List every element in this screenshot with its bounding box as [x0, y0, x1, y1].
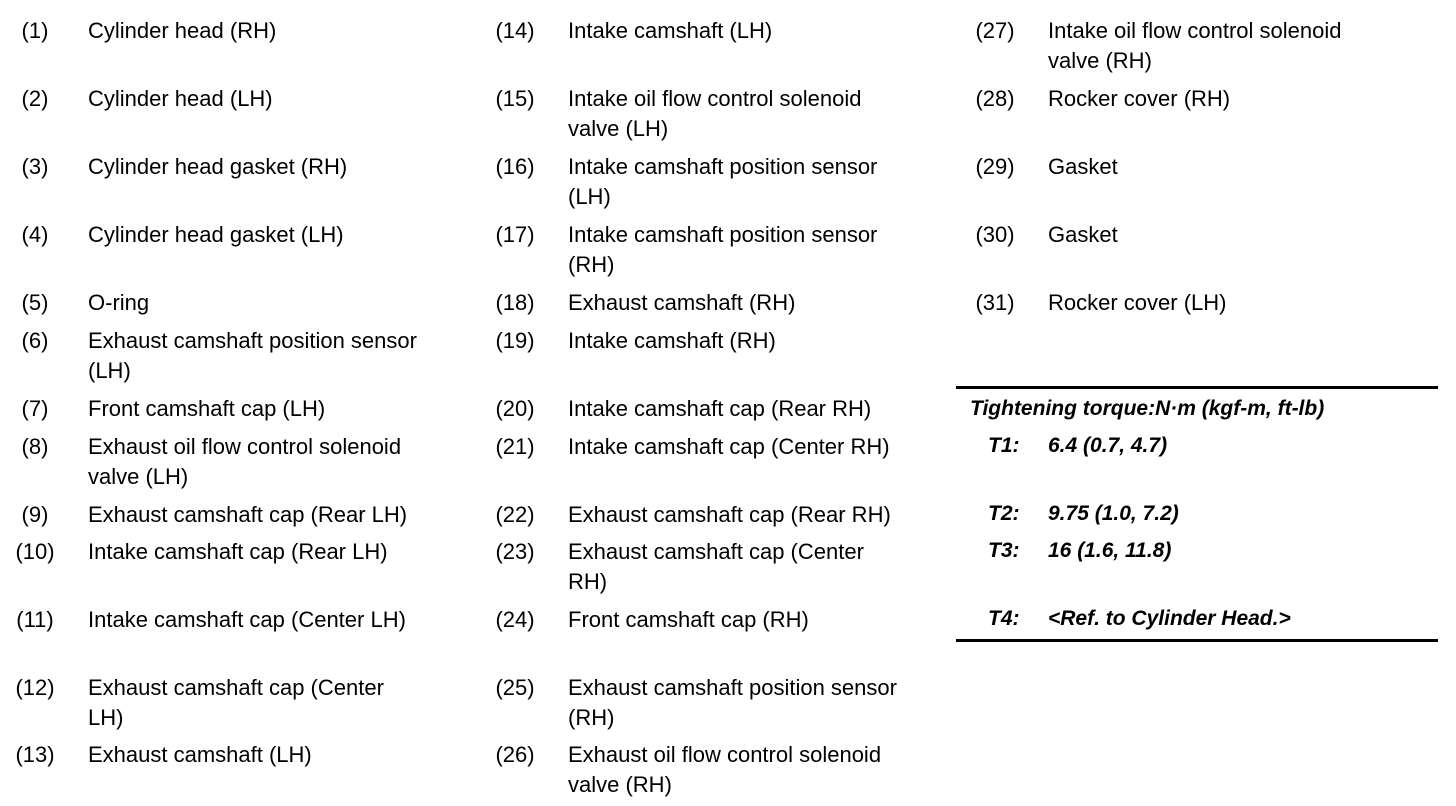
part-number: (22) [495, 502, 535, 527]
part-description: Exhaust camshaft cap (Center [568, 539, 864, 564]
part-description: Intake camshaft position sensor [568, 222, 878, 247]
part-number: (5) [21, 290, 49, 315]
part-number: (3) [21, 154, 49, 179]
part-description: Cylinder head gasket (RH) [88, 154, 348, 179]
part-number: (23) [495, 539, 535, 564]
torque-code: T4: [988, 607, 1020, 630]
part-number: (30) [975, 222, 1015, 247]
part-description: Intake camshaft cap (Center LH) [88, 607, 406, 632]
part-description: (RH) [568, 705, 615, 730]
part-number: (21) [495, 434, 535, 459]
part-number: (18) [495, 290, 535, 315]
part-description: Exhaust camshaft cap (Rear RH) [568, 502, 891, 527]
part-number: (1) [21, 18, 49, 43]
part-description: RH) [568, 569, 608, 594]
part-description: Front camshaft cap (LH) [88, 396, 326, 421]
part-description: Intake oil flow control solenoid [568, 86, 862, 111]
part-description: Exhaust oil flow control solenoid [88, 434, 402, 459]
part-description: Exhaust oil flow control solenoid [568, 742, 882, 767]
part-number: (24) [495, 607, 535, 632]
part-number: (12) [15, 675, 55, 700]
part-description: O-ring [88, 290, 150, 315]
part-number: (11) [16, 607, 54, 632]
part-description: Intake oil flow control solenoid [1048, 18, 1342, 43]
part-number: (15) [495, 86, 535, 111]
part-description: Exhaust camshaft cap (Rear LH) [88, 502, 408, 527]
part-number: (17) [495, 222, 535, 247]
part-number: (4) [21, 222, 49, 247]
part-number: (7) [21, 396, 49, 421]
part-description: Intake camshaft cap (Rear RH) [568, 396, 872, 421]
part-number: (19) [495, 328, 535, 353]
torque-value: 16 (1.6, 11.8) [1048, 539, 1172, 562]
part-description: valve (RH) [1048, 48, 1152, 73]
part-description: Gasket [1048, 222, 1118, 247]
part-number: (26) [495, 742, 535, 767]
torque-code: T1: [988, 434, 1020, 457]
part-number: (25) [495, 675, 535, 700]
part-description: Exhaust camshaft (LH) [88, 742, 312, 767]
part-description: Rocker cover (RH) [1048, 86, 1231, 111]
part-number: (27) [975, 18, 1015, 43]
tightening-torque-table [956, 386, 1438, 642]
torque-table-header: Tightening torque:N·m (kgf-m, ft-lb) [970, 397, 1325, 420]
part-description: Rocker cover (LH) [1048, 290, 1227, 315]
part-description: Intake camshaft (RH) [568, 328, 776, 353]
torque-value: <Ref. to Cylinder Head.> [1048, 607, 1291, 630]
part-number: (9) [21, 502, 49, 527]
part-description: Intake camshaft cap (Center RH) [568, 434, 890, 459]
torque-table-bottom-rule [956, 639, 1438, 642]
part-description: Exhaust camshaft position sensor [88, 328, 417, 353]
part-description: Exhaust camshaft (RH) [568, 290, 796, 315]
part-description: valve (RH) [568, 772, 672, 797]
part-number: (2) [21, 86, 49, 111]
torque-value: 9.75 (1.0, 7.2) [1048, 502, 1179, 525]
part-description: Cylinder head (RH) [88, 18, 277, 43]
part-description: Intake camshaft (LH) [568, 18, 773, 43]
part-description: (LH) [568, 184, 611, 209]
torque-table-top-rule [956, 386, 1438, 389]
part-description: (LH) [88, 358, 131, 383]
part-description: Exhaust camshaft position sensor [568, 675, 897, 700]
part-description: Cylinder head (LH) [88, 86, 273, 111]
part-description: (RH) [568, 252, 615, 277]
part-description: valve (LH) [88, 464, 189, 489]
part-number: (29) [975, 154, 1015, 179]
part-number: (14) [495, 18, 535, 43]
part-number: (20) [495, 396, 535, 421]
part-description: Cylinder head gasket (LH) [88, 222, 344, 247]
torque-code: T2: [988, 502, 1020, 525]
part-description: Intake camshaft cap (Rear LH) [88, 539, 388, 564]
part-number: (31) [975, 290, 1015, 315]
part-number: (6) [21, 328, 49, 353]
torque-code: T3: [988, 539, 1020, 562]
part-description: Gasket [1048, 154, 1118, 179]
part-number: (16) [495, 154, 535, 179]
part-number: (10) [15, 539, 55, 564]
part-description: valve (LH) [568, 116, 669, 141]
part-description: Intake camshaft position sensor [568, 154, 878, 179]
part-description: Exhaust camshaft cap (Center [88, 675, 384, 700]
part-number: (28) [975, 86, 1015, 111]
part-description: Front camshaft cap (RH) [568, 607, 809, 632]
part-description: LH) [88, 705, 124, 730]
part-number: (13) [15, 742, 55, 767]
torque-value: 6.4 (0.7, 4.7) [1048, 434, 1168, 457]
part-number: (8) [21, 434, 49, 459]
